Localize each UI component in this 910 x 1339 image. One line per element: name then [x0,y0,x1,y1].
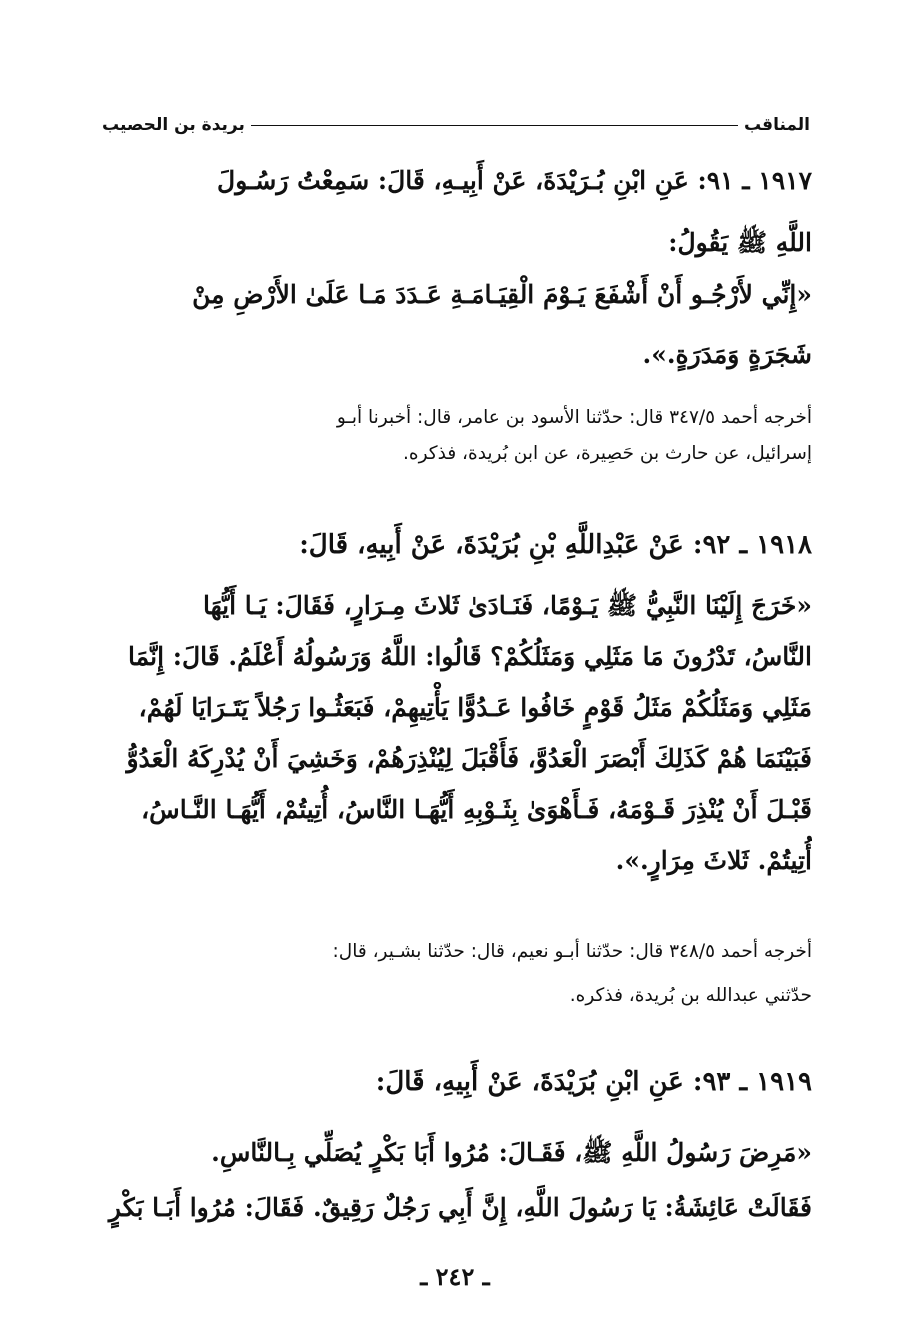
hadith-text-line: «إِنِّي لأَرْجُـو أَنْ أَشْفَعَ يَـوْمَ الْقِيَـامَـةِ عَـدَدَ مَـا عَلَىٰ الأَرْضِ مِنْ [192,280,812,309]
hadith-text-line: «مَرِضَ رَسُولُ اللَّهِ ﷺ، فَقَـالَ: مُرُوا أَبَا بَكْرٍ يُصَلِّي بِـالنَّاسِ. [211,1138,812,1167]
hadith-1918-text [100,580,812,886]
hadith-text-line: مَثَلِي وَمَثَلُكُمْ مَثَلُ قَوْمٍ خَافُوا عَـدُوًّا يَأْتِيهِمْ، فَبَعَثُـوا رَجُلاً يَتَـرَايَا لَهُمْ، [138,693,812,722]
hadith-1917-source-note [100,400,812,472]
hadith-text-line: أُتِيتُمْ. ثَلاثَ مِرَارٍ.». [615,846,812,875]
page-number: ـ ٢٤٢ ـ [420,1262,490,1291]
hadith-text-line: شَجَرَةٍ وَمَدَرَةٍ.». [642,340,812,369]
hadith-1917-text [100,265,812,385]
hadith-1919-heading [100,1057,812,1107]
hadith-heading-line: ١٩١٧ ـ ٩١: عَنِ ابْنِ بُـرَيْدَةَ، عَنْ أَبِيـهِ، قَالَ: سَمِعْتُ رَسُـولَ [217,166,812,195]
running-header [102,112,810,138]
chapter-title: بريدة بن الحصيب [102,115,245,135]
hadith-text-line: قَبْـلَ أَنْ يُنْذِرَ قَـوْمَهُ، فَـأَهْوَىٰ بِثَـوْبِهِ أَيُّهَـا النَّاسُ، أُتِيتُمْ، أَيُّهَـا النَّـاسُ، [141,795,812,824]
hadith-1918-source-note [100,930,812,1018]
section-title: المناقب [743,115,810,135]
hadith-heading-line: ١٩١٨ ـ ٩٢: عَنْ عَبْدِاللَّهِ بْنِ بُرَيْدَةَ، عَنْ أَبِيهِ، قَالَ: [299,530,812,560]
hadith-heading-line: ١٩١٩ ـ ٩٣: عَنِ ابْنِ بُرَيْدَةَ، عَنْ أَبِيهِ، قَالَ: [375,1067,812,1097]
hadith-text-line: «خَرَجَ إِلَيْنَا النَّبِيُّ ﷺ يَـوْمًا، فَنَـادَىٰ ثَلاثَ مِـرَارٍ، فَقَالَ: يَـا أَيُّهَا [203,591,812,620]
source-note-line: أخرجه أحمد ٣٤٧/٥ قال: حدّثنا الأسود بن عامر، قال: أخبرنا أبـو [336,407,812,428]
hadith-1918-heading [100,520,812,570]
hadith-text-line: فَبَيْنَمَا هُمْ كَذَلِكَ أَبْصَرَ الْعَدُوَّ، فَأَقْبَلَ لِيُنْذِرَهُمْ، وَخَشِيَ أَنْ يُدْرِكَهُ الْعَدُوُّ [126,744,812,773]
hadith-text-line: النَّاسُ، تَدْرُونَ مَا مَثَلِي وَمَثَلُكُمْ؟ قَالُوا: اللَّهُ وَرَسُولُهُ أَعْلَمُ. قَالَ: إِنَّمَا [128,642,812,671]
hadith-heading-line: اللَّهِ ﷺ يَقُولُ: [668,228,812,257]
source-note-line: أخرجه أحمد ٣٤٨/٥ قال: حدّثنا أبـو نعيم، قال: حدّثنا بشـير، قال: [332,941,812,962]
hadith-1917-heading [100,150,812,274]
source-note-line: حدّثني عبدالله بن بُريدة، فذكره. [569,985,812,1006]
hadith-text-line: فَقَالَتْ عَائِشَةُ: يَا رَسُولَ اللَّهِ، إِنَّ أَبِي رَجُلٌ رَقِيقٌ. فَقَالَ: مُرُوا أَبَـا بَكْرٍ [108,1193,812,1222]
source-note-line: إسرائيل، عن حارث بن حَصِيرة، عن ابن بُريدة، فذكره. [403,443,812,464]
hadith-1919-text [100,1125,812,1235]
header-rule [251,125,738,126]
